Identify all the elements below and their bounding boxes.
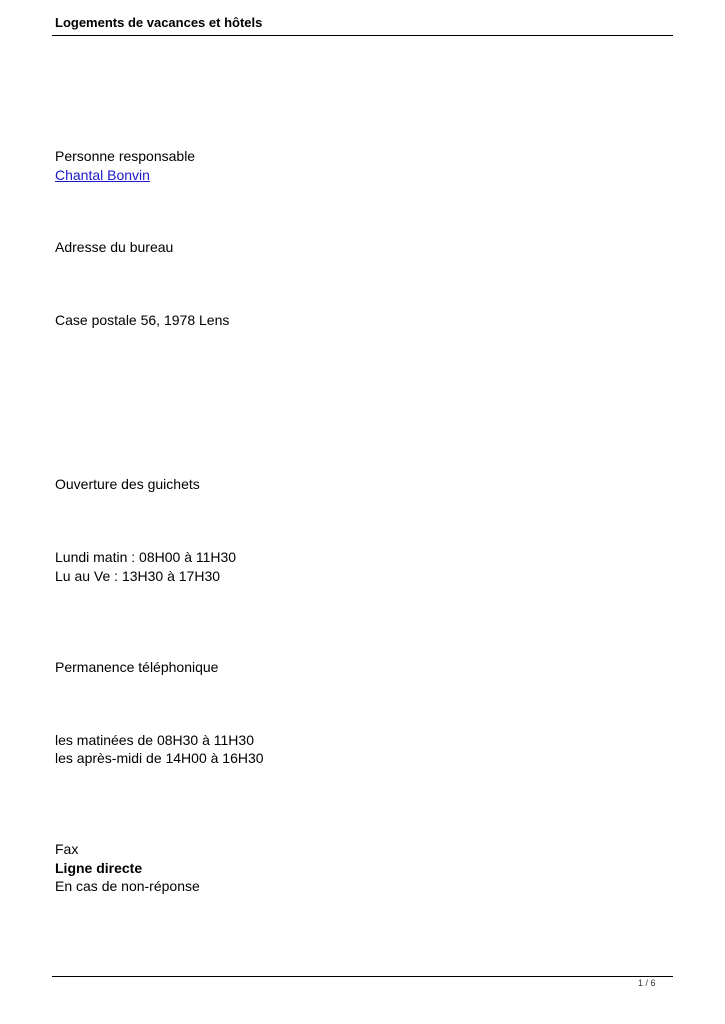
page-number: 1 / 6 (638, 978, 656, 988)
counter-hours-label: Ouverture des guichets (55, 476, 200, 492)
office-address: Case postale 56, 1978 Lens (55, 312, 230, 328)
responsible-name-link[interactable]: Chantal Bonvin (55, 167, 150, 183)
phone-hours-line: les après-midi de 14H00 à 16H30 (55, 750, 264, 766)
responsible-label: Personne responsable (55, 148, 196, 164)
phone-hours-label: Permanence téléphonique (55, 659, 219, 675)
phone-hours-line: les matinées de 08H30 à 11H30 (55, 732, 254, 748)
office-address-label: Adresse du bureau (55, 239, 174, 255)
fax-label: Fax (55, 841, 79, 857)
header-divider (52, 35, 673, 36)
direct-line-label: Ligne directe (55, 860, 143, 876)
counter-hours-line: Lu au Ve : 13H30 à 17H30 (55, 568, 221, 584)
counter-hours-line: Lundi matin : 08H00 à 11H30 (55, 549, 237, 565)
no-answer-label: En cas de non-réponse (55, 878, 200, 894)
page-header-title: Logements de vacances et hôtels (55, 15, 263, 30)
footer-divider (52, 976, 673, 977)
